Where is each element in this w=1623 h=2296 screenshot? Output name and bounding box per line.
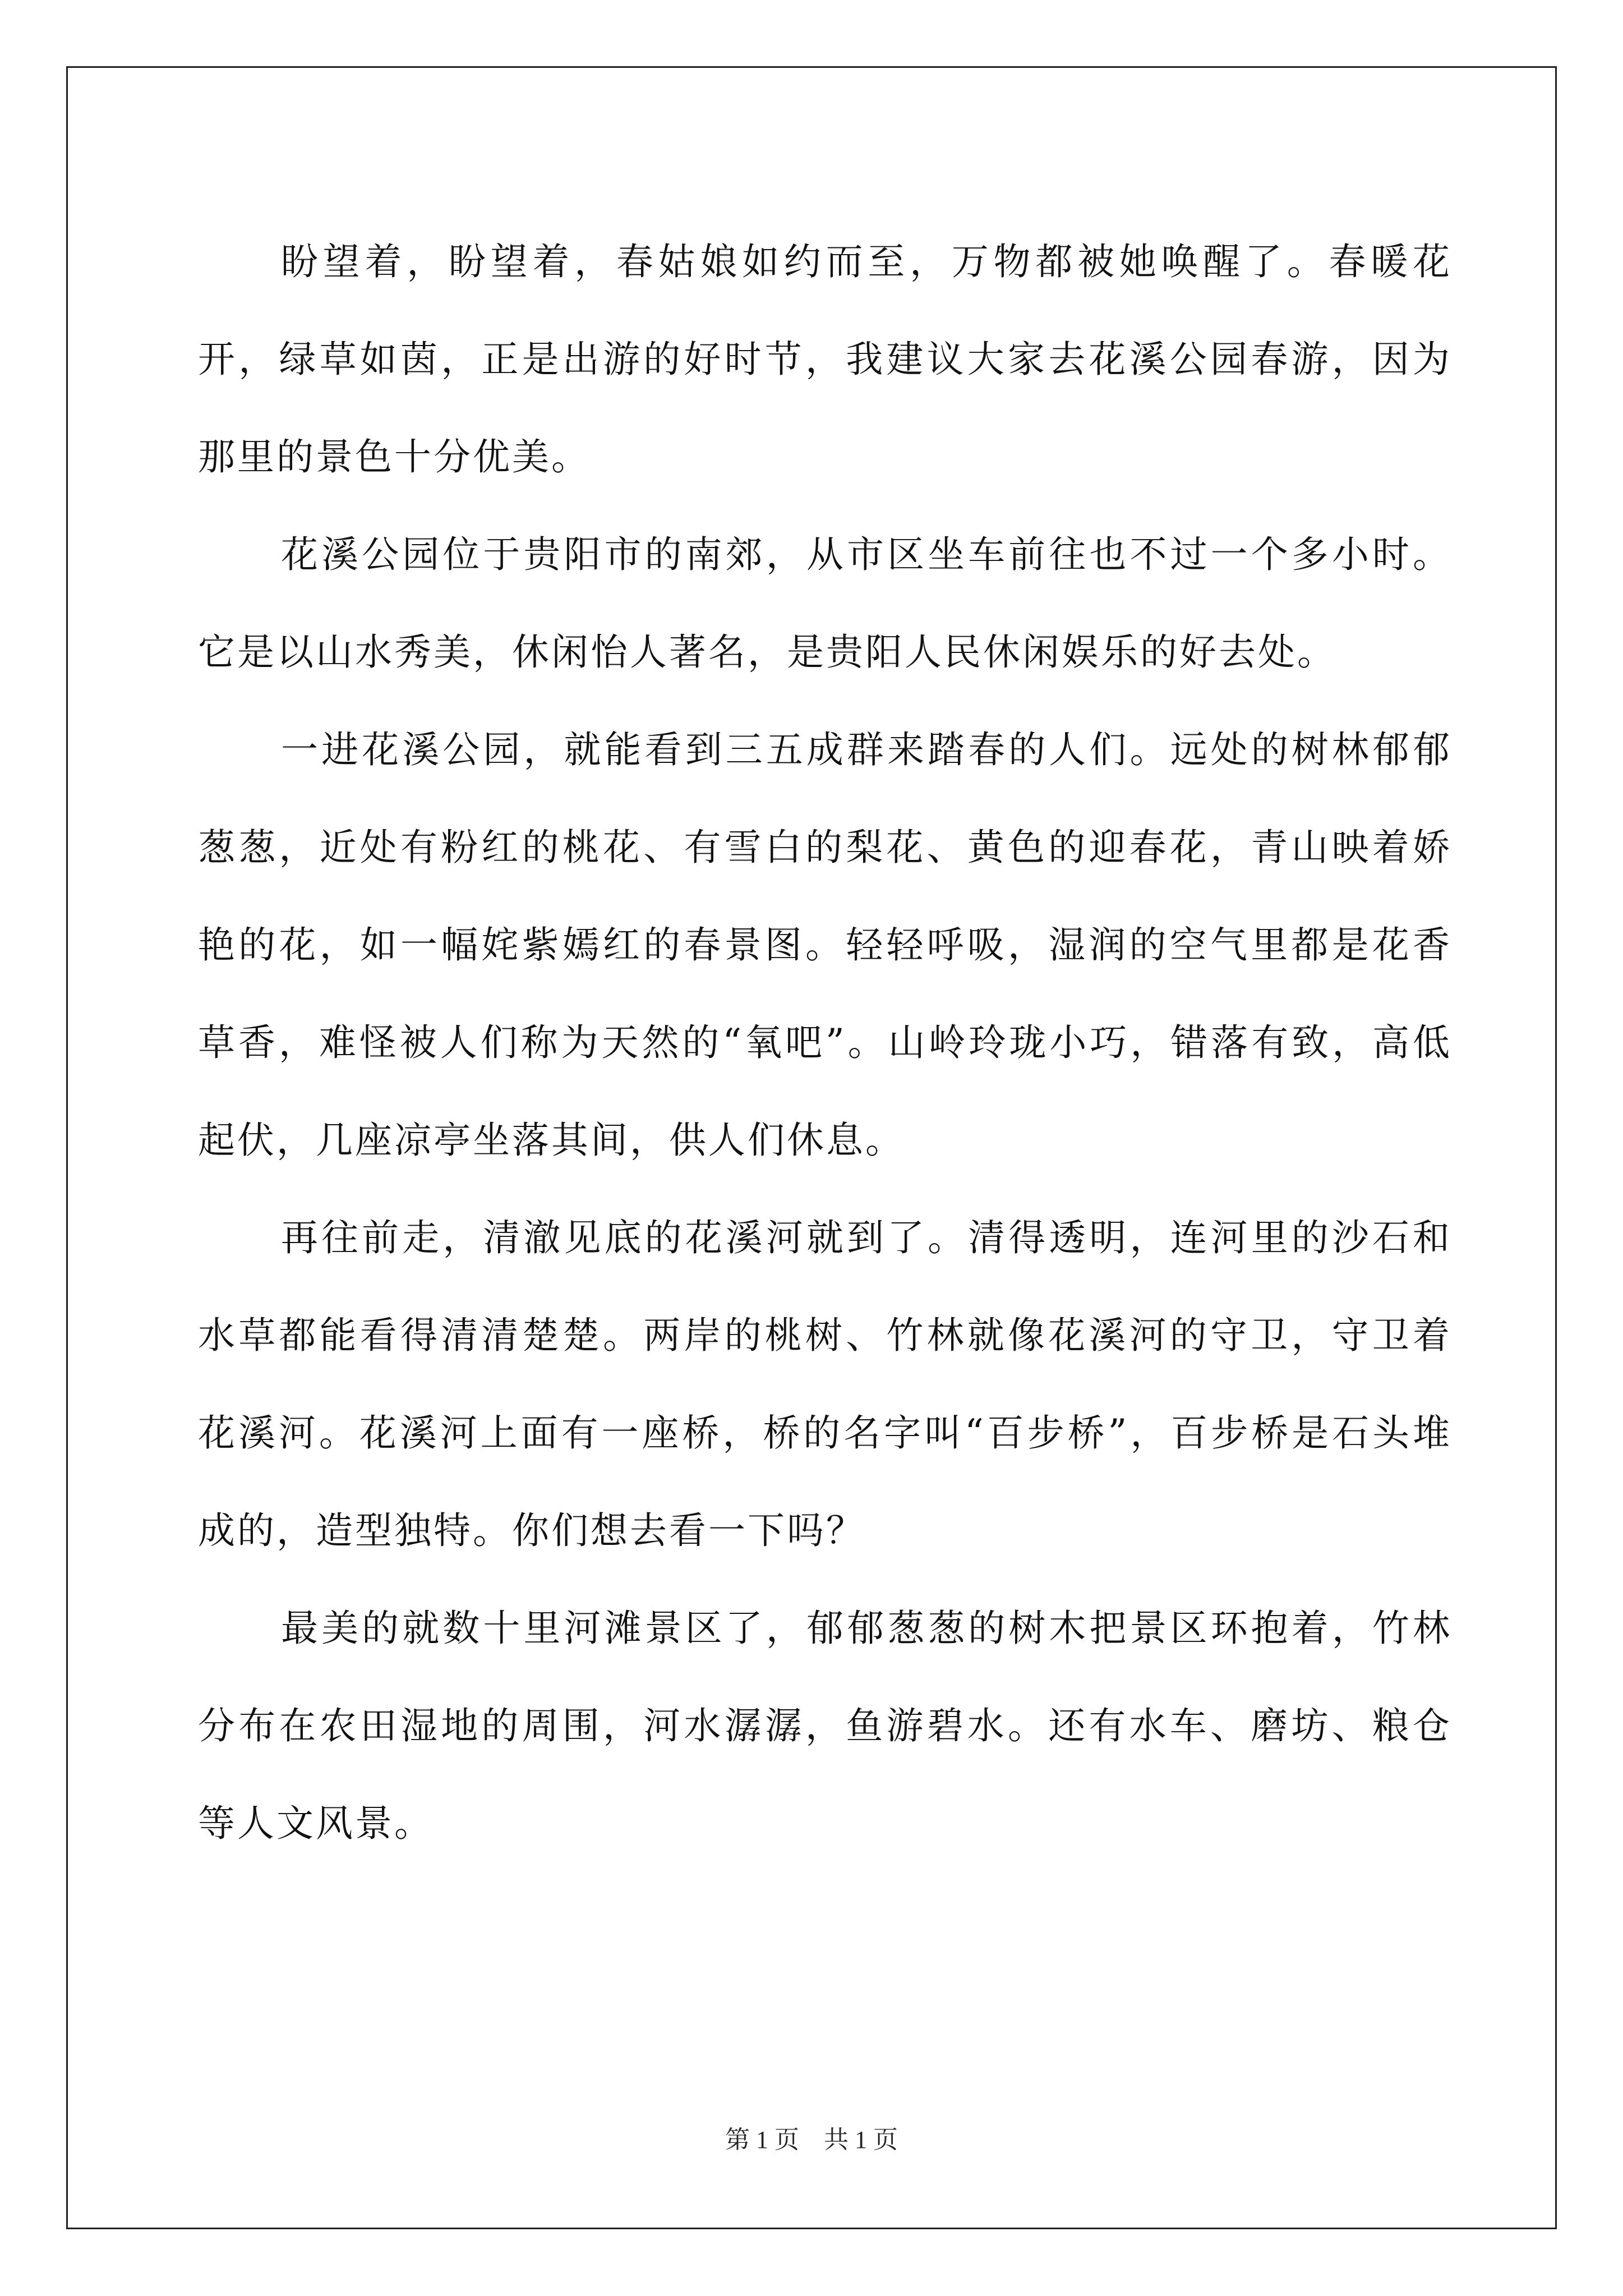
paragraph: 最美的就数十里河滩景区了，郁郁葱葱的树木把景区环抱着，竹林分布在农田湿地的周围，河水潺潺，鱼游碧水。还有水车、磨坊、粮仓等人文风景。 xyxy=(198,1607,1452,1845)
paragraph: 花溪公园位于贵阳市的南郊，从市区坐车前往也不过一个多小时。它是以山水秀美，休闲怡人著名，是贵阳人民休闲娱乐的好去处。 xyxy=(198,533,1452,674)
paragraph: 再往前走，清澈见底的花溪河就到了。清得透明，连河里的沙石和水草都能看得清清楚楚。两岸的桃树、竹林就像花溪河的守卫，守卫着花溪河。花溪河上面有一座桥，桥的名字叫“百步桥”，百步桥是石头堆成的，造型独特。你们想去看一下吗？ xyxy=(198,1216,1452,1552)
document-body xyxy=(198,213,1452,1872)
paragraph: 一进花溪公园，就能看到三五成群来踏春的人们。远处的树林郁郁葱葱，近处有粉红的桃花、有雪白的梨花、黄色的迎春花，青山映着娇艳的花，如一幅姹紫嫣红的春景图。轻轻呼吸，湿润的空气里都是花香草香，难怪被人们称为天然的“氧吧”。山岭玲珑小巧，错落有致，高低起伏，几座凉亭坐落其间，供人们休息。 xyxy=(198,728,1452,1162)
page-footer: 第 1 页 共 1 页 xyxy=(725,2126,898,2154)
paragraph: 盼望着，盼望着，春姑娘如约而至，万物都被她唤醒了。春暖花开，绿草如茵，正是出游的好时节，我建议大家去花溪公园春游，因为那里的景色十分优美。 xyxy=(198,240,1452,478)
